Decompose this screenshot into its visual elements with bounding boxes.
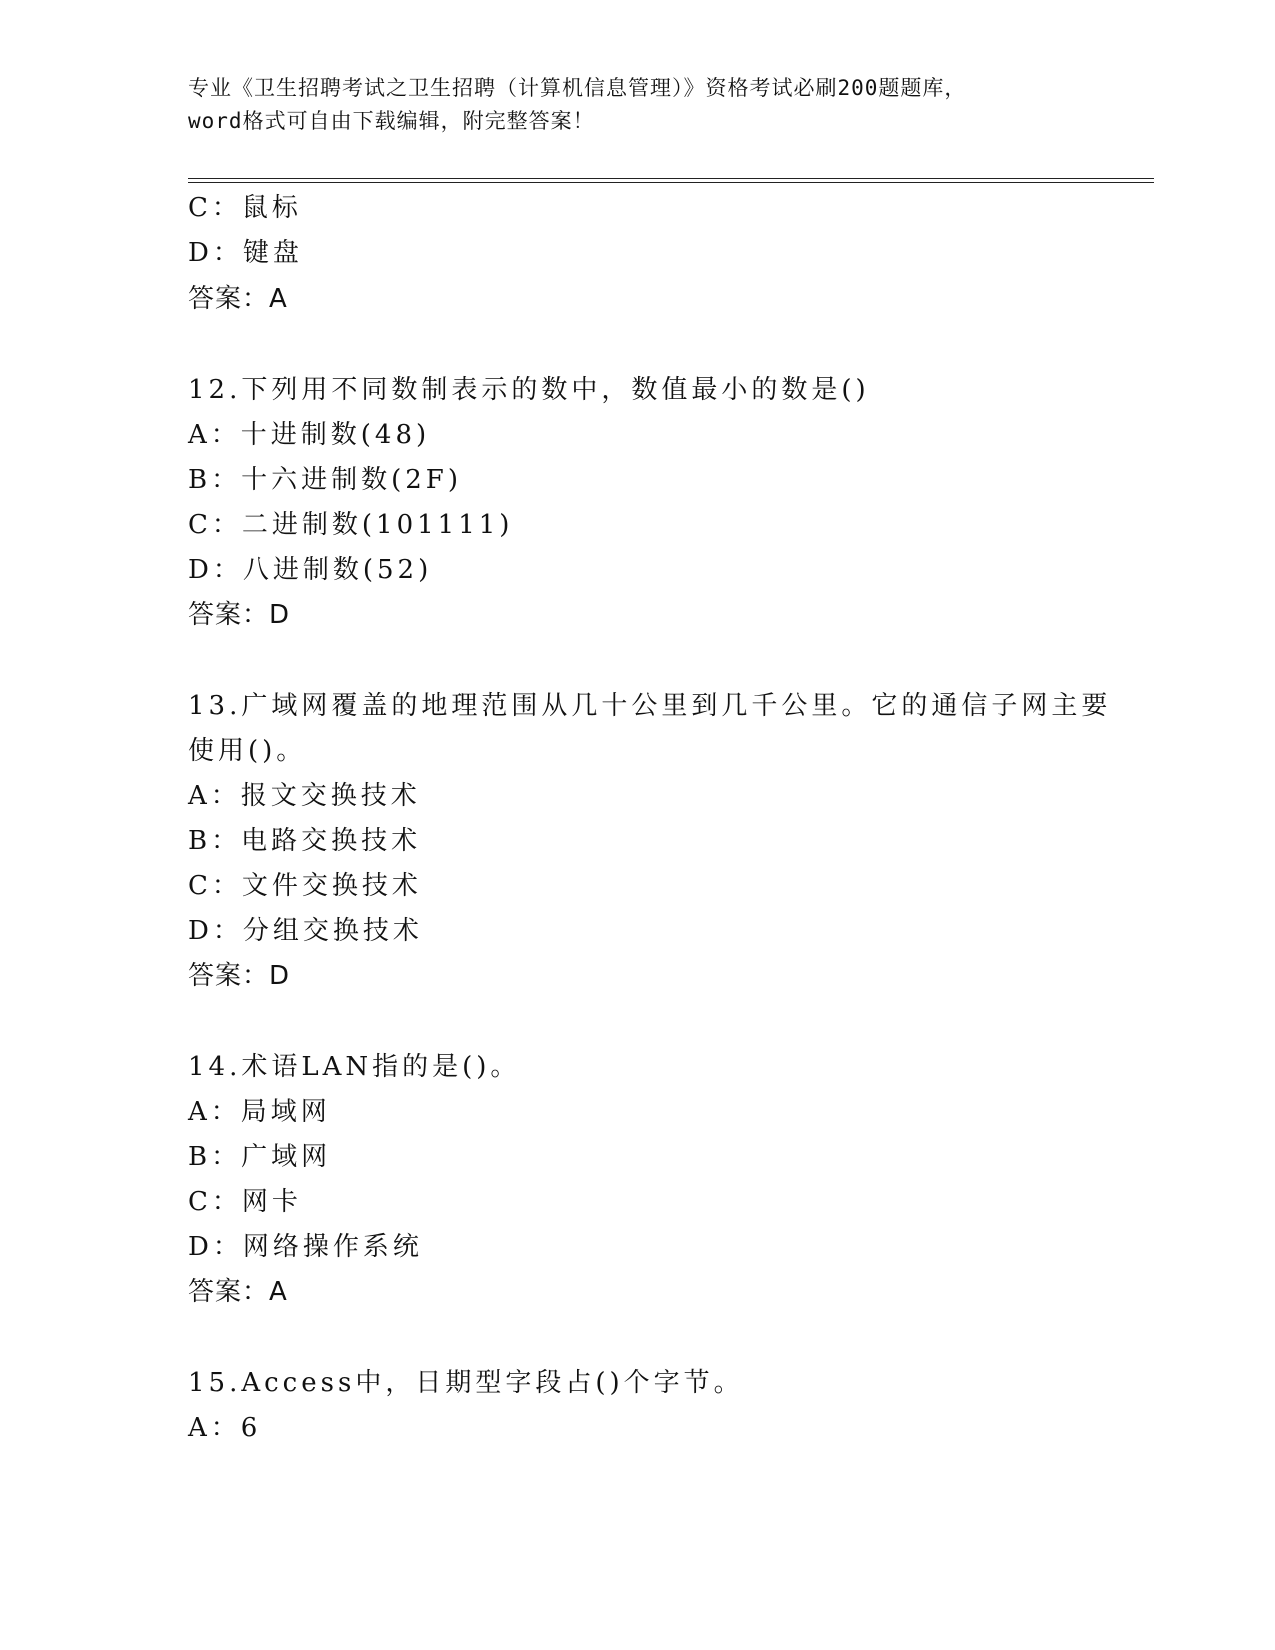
q13-option-b: B：电路交换技术 — [188, 826, 422, 856]
q13-option-d: D：分组交换技术 — [188, 916, 423, 946]
q13-question-line-2: 使用()。 — [188, 736, 307, 766]
document-header — [188, 72, 1088, 138]
header-divider-top — [188, 178, 1154, 179]
q12-option-b: B：十六进制数(2F) — [188, 465, 462, 495]
q14-option-b: B：广域网 — [188, 1142, 332, 1172]
header-divider-bottom — [188, 182, 1154, 183]
q12-option-c: C：二进制数(101111) — [188, 510, 514, 540]
q13-option-a: A：报文交换技术 — [188, 781, 421, 811]
header-line-1: 专业《卫生招聘考试之卫生招聘（计算机信息管理）》资格考试必刷200题题库， — [188, 76, 967, 100]
q12-answer: 答案：D — [188, 600, 291, 630]
q12-option-a: A：十进制数(48) — [188, 420, 431, 450]
q15-question: 15.Access中，日期型字段占()个字节。 — [188, 1368, 744, 1398]
q11-answer: 答案：A — [188, 284, 288, 314]
q13-answer: 答案：D — [188, 961, 291, 991]
q13-question-line-1: 13.广域网覆盖的地理范围从几十公里到几千公里。它的通信子网主要 — [188, 691, 1112, 721]
q14-option-d: D：网络操作系统 — [188, 1232, 423, 1262]
q14-question: 14.术语LAN指的是()。 — [188, 1052, 521, 1082]
q13-option-c: C：文件交换技术 — [188, 871, 422, 901]
q14-option-c: C：网卡 — [188, 1187, 302, 1217]
q12-question: 12.下列用不同数制表示的数中，数值最小的数是() — [188, 375, 870, 405]
header-line-2: word格式可自由下载编辑，附完整答案！ — [188, 109, 595, 133]
q15-option-a: A：6 — [188, 1413, 262, 1443]
q14-answer: 答案：A — [188, 1277, 288, 1307]
q11-option-c: C：鼠标 — [188, 193, 302, 223]
q12-option-d: D：八进制数(52) — [188, 555, 433, 585]
q11-option-d: D：键盘 — [188, 238, 303, 268]
q14-option-a: A：局域网 — [188, 1097, 331, 1127]
